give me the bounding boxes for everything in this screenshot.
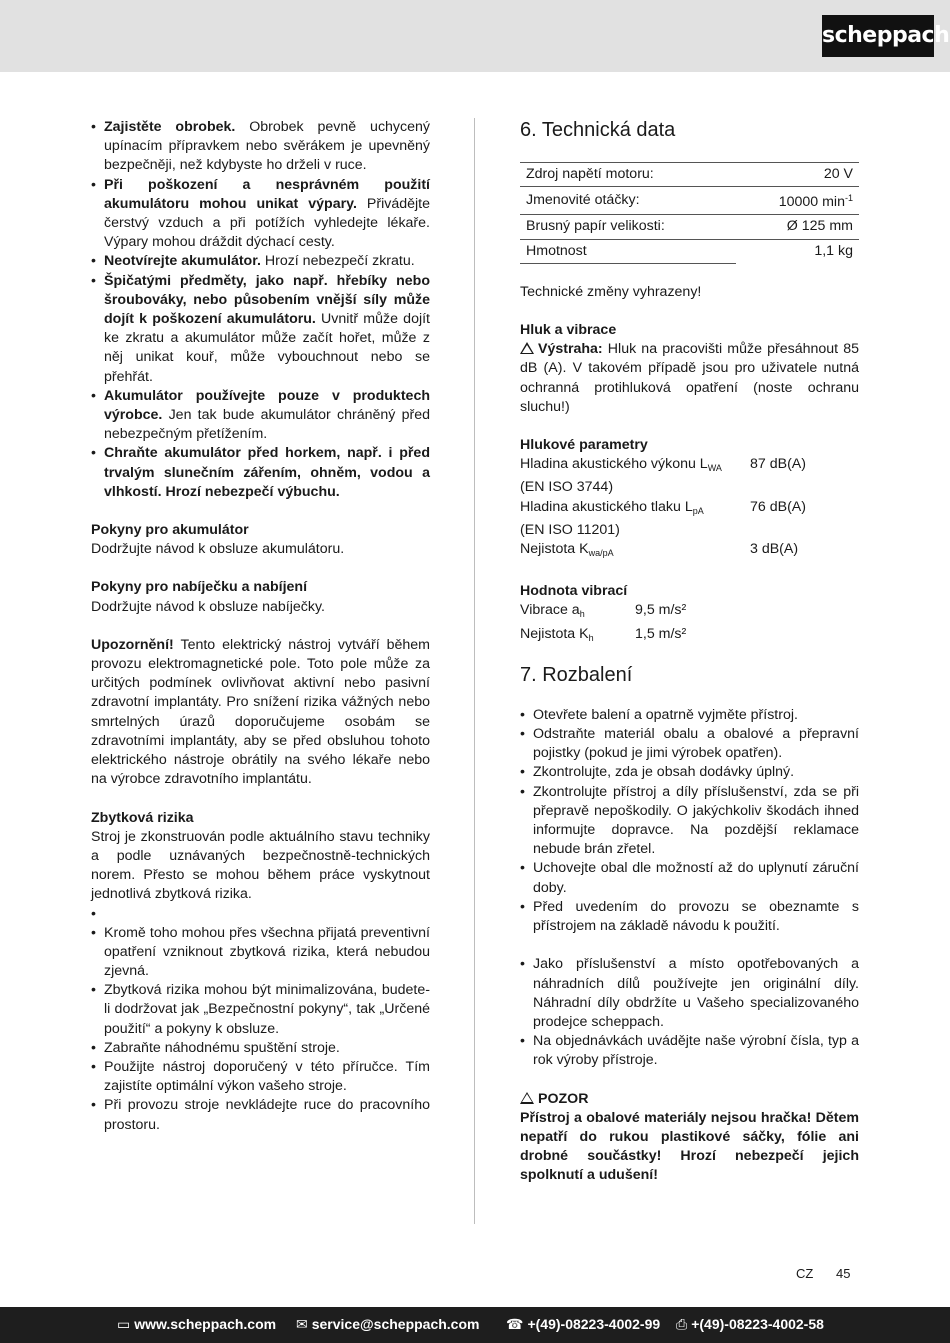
mail-icon: ✉	[296, 1316, 308, 1332]
page-language: CZ	[796, 1266, 814, 1281]
noise-params-heading: Hlukové parametry	[520, 437, 648, 454]
noise-heading: Hluk a vibrace	[520, 322, 617, 339]
list-item: • Kromě toho mohou přes všechna přijatá preventivní opatření vzniknout zbytková rizika, která nebudou zjevná.	[91, 924, 430, 982]
tech-changes-note: Technické změny vyhrazeny!	[520, 283, 702, 300]
table-row: Brusný papír velikosti: Ø 125 mm	[520, 215, 859, 239]
table-row: Zdroj napětí motoru: 20 V	[520, 163, 859, 187]
list-item: • Jako příslušenství a místo opotřebovaných a náhradních dílů používejte jen originální díly. Náhradní díly obdržíte u Vašeho specializovaného prodejce scheppach.	[520, 955, 859, 1032]
caution-heading: POZOR	[520, 1090, 859, 1109]
right-column	[520, 118, 859, 1186]
monitor-icon: ▭	[117, 1316, 131, 1332]
list-item: • Použijte nástroj doporučený v této příručce. Tím zajistíte optimální výkon vašeho stroje.	[91, 1058, 430, 1096]
charger-text: Dodržujte návod k obsluze nabíječky.	[91, 598, 325, 615]
page-number: 45	[836, 1266, 851, 1281]
phone-icon: ☎	[506, 1316, 524, 1332]
list-item: • Špičatými předměty, jako např. hřebíky nebo šroubováky, nebo působením vnější síly může dojít k poškození akumulátoru. Uvnitř může dojít ke zkratu a akumulátor může začít hořet, může z něj unikat kouř, může vybouchnout nebo se přehřát.	[91, 272, 430, 387]
list-item: • Akumulátor používejte pouze v produktech výrobce. Jen tak bude akumulátor chráněný před nebezpečným přetížením.	[91, 387, 430, 445]
list-item: • Při provozu stroje nevkládejte ruce do pracovního prostoru.	[91, 1096, 430, 1134]
spare-parts-list	[520, 955, 859, 1070]
unpacking-list	[520, 706, 859, 936]
list-item: • Chraňte akumulátor před horkem, např. i před trvalým slunečním zářením, ohněm, vodou a vlhkostí. Hrozí nebezpečí výbuchu.	[91, 444, 430, 502]
page-header	[0, 0, 950, 72]
noise-warning: Výstraha: Hluk na pracovišti může přesáhnout 85 dB (A). V takovém případě jsou pro uživatele nutná ochranná protihluková opatření (noste ochranu sluchu!)	[520, 341, 859, 415]
page-footer	[0, 1307, 950, 1343]
footer-web[interactable]: ▭ www.scheppach.com	[117, 1316, 277, 1332]
charger-heading: Pokyny pro nabíječku a nabíjení	[91, 579, 308, 596]
table-row: Jmenovité otáčky: 10000 $\min^{-1}$	[520, 187, 859, 215]
vibration-row: Nejistota $K_h$ 1,5 m/s²	[520, 625, 687, 643]
list-item: • Na objednávkách uvádějte naše výrobní čísla, typ a rok výroby přístroje.	[520, 1032, 859, 1070]
list-item: • Zkontrolujte přístroj a díly příslušenství, zda se při přepravě nepoškodily. O jakýchkoliv škodách ihned informujte dopravce. Na pozdější reklamace nebude brán zřetel.	[520, 783, 859, 860]
caution-text: Přístroj a obalové materiály nejsou hračka! Dětem nepatří do rukou plastikové sáčky, fólie ani drobné součástky! Hrozí nebezpečí jejich spolknutí a udušení!	[520, 1109, 859, 1184]
emf-notice: Upozornění! Tento elektrický nástroj vytváří během provozu elektromagnetické pole. Toto pole může za určitých podmínek ovlivňovat aktivní nebo pasivní zdravotní implantáty. Pro snížení rizika vážných nebo smrtelných úrazů doporučujeme osobám se zdravotními implantáty, aby se před obsluhou tohoto elektrického nástroje obrátily na svého lékaře nebo na výrobce zdravotního implantátu.	[91, 636, 430, 788]
tech-data-table	[520, 162, 859, 264]
residual-risk-text: Stroj je zkonstruován podle aktuálního stavu techniky a podle uznávaných bezpečnostně-technických norem. Přesto se mohou během práce vyskytnout jednotlivá zbytková rizika.	[91, 828, 430, 903]
unpacking-heading: 7. Rozbalení	[520, 663, 633, 686]
standard-ref: (EN ISO 3744)	[520, 479, 614, 496]
list-item: • Otevřete balení a opatrně vyjměte přístroj.	[520, 706, 859, 725]
list-item: • Zbytková rizika mohou být minimalizována, budete-li dodržovat jak „Bezpečnostní pokyny“, tak „Určené použití“ a pokyny k obsluze.	[91, 981, 430, 1039]
list-item: • Odstraňte materiál obalu a obalové a přepravní pojistky (pokud je jimi výrobek opatřen).	[520, 725, 859, 763]
list-item: • Před uvedením do provozu se obeznamte s přístrojem na základě návodu k použití.	[520, 898, 859, 936]
noise-param-row: Hladina akustického výkonu $L_{WA}$ 87 dB(A)	[520, 456, 806, 474]
table-row: Hmotnost 1,1 kg	[520, 239, 859, 263]
residual-risk-heading: Zbytková rizika	[91, 809, 194, 826]
noise-param-row: Hladina akustického tlaku $L_{pA}$ 76 dB(A)	[520, 498, 806, 516]
left-column	[91, 118, 430, 1135]
footer-email[interactable]: ✉ service@scheppach.com	[296, 1316, 480, 1332]
battery-text: Dodržujte návod k obsluze akumulátoru.	[91, 541, 345, 558]
warning-icon	[520, 1092, 534, 1104]
list-item: • Zabraňte náhodnému spuštění stroje.	[91, 1039, 430, 1058]
brand-logo: scheppach	[822, 15, 934, 57]
noise-param-row: Nejistota $K_{wa/pA}$ 3 dB(A)	[520, 541, 799, 559]
standard-ref: (EN ISO 11201)	[520, 521, 620, 538]
footer-phone[interactable]: ☎ +(49)-08223-4002-99	[506, 1316, 661, 1332]
list-item: • Neotvírejte akumulátor. Hrozí nebezpečí zkratu.	[91, 252, 430, 271]
footer-fax[interactable]: ⎙ +(49)-08223-4002-58	[676, 1316, 824, 1332]
column-divider	[474, 118, 475, 1224]
list-item	[91, 905, 430, 924]
vibration-row: Vibrace $a_h$ 9,5 m/s²	[520, 602, 687, 620]
list-item: • Při poškození a nesprávném použití akumulátoru mohou unikat výpary. Přivádějte čerstvý vzduch a při potížích vyhledejte lékaře. Výpary mohou dráždit dýchací cesty.	[91, 176, 430, 253]
list-item: • Zkontrolujte, zda je obsah dodávky úplný.	[520, 763, 859, 782]
warning-icon	[520, 342, 534, 354]
fax-icon: ⎙	[676, 1316, 688, 1332]
list-item: • Zajistěte obrobek. Obrobek pevně uchycený upínacím přípravkem nebo svěrákem je upevněný bezpečněji, než kdybyste ho drželi v ruce.	[91, 118, 430, 176]
vibration-heading: Hodnota vibrací	[520, 583, 628, 600]
tech-data-heading: 6. Technická data	[520, 119, 676, 141]
battery-safety-list	[91, 118, 430, 502]
battery-heading: Pokyny pro akumulátor	[91, 522, 249, 539]
list-item: • Uchovejte obal dle možností až do uplynutí záruční doby.	[520, 859, 859, 897]
residual-risk-list	[91, 905, 430, 1135]
